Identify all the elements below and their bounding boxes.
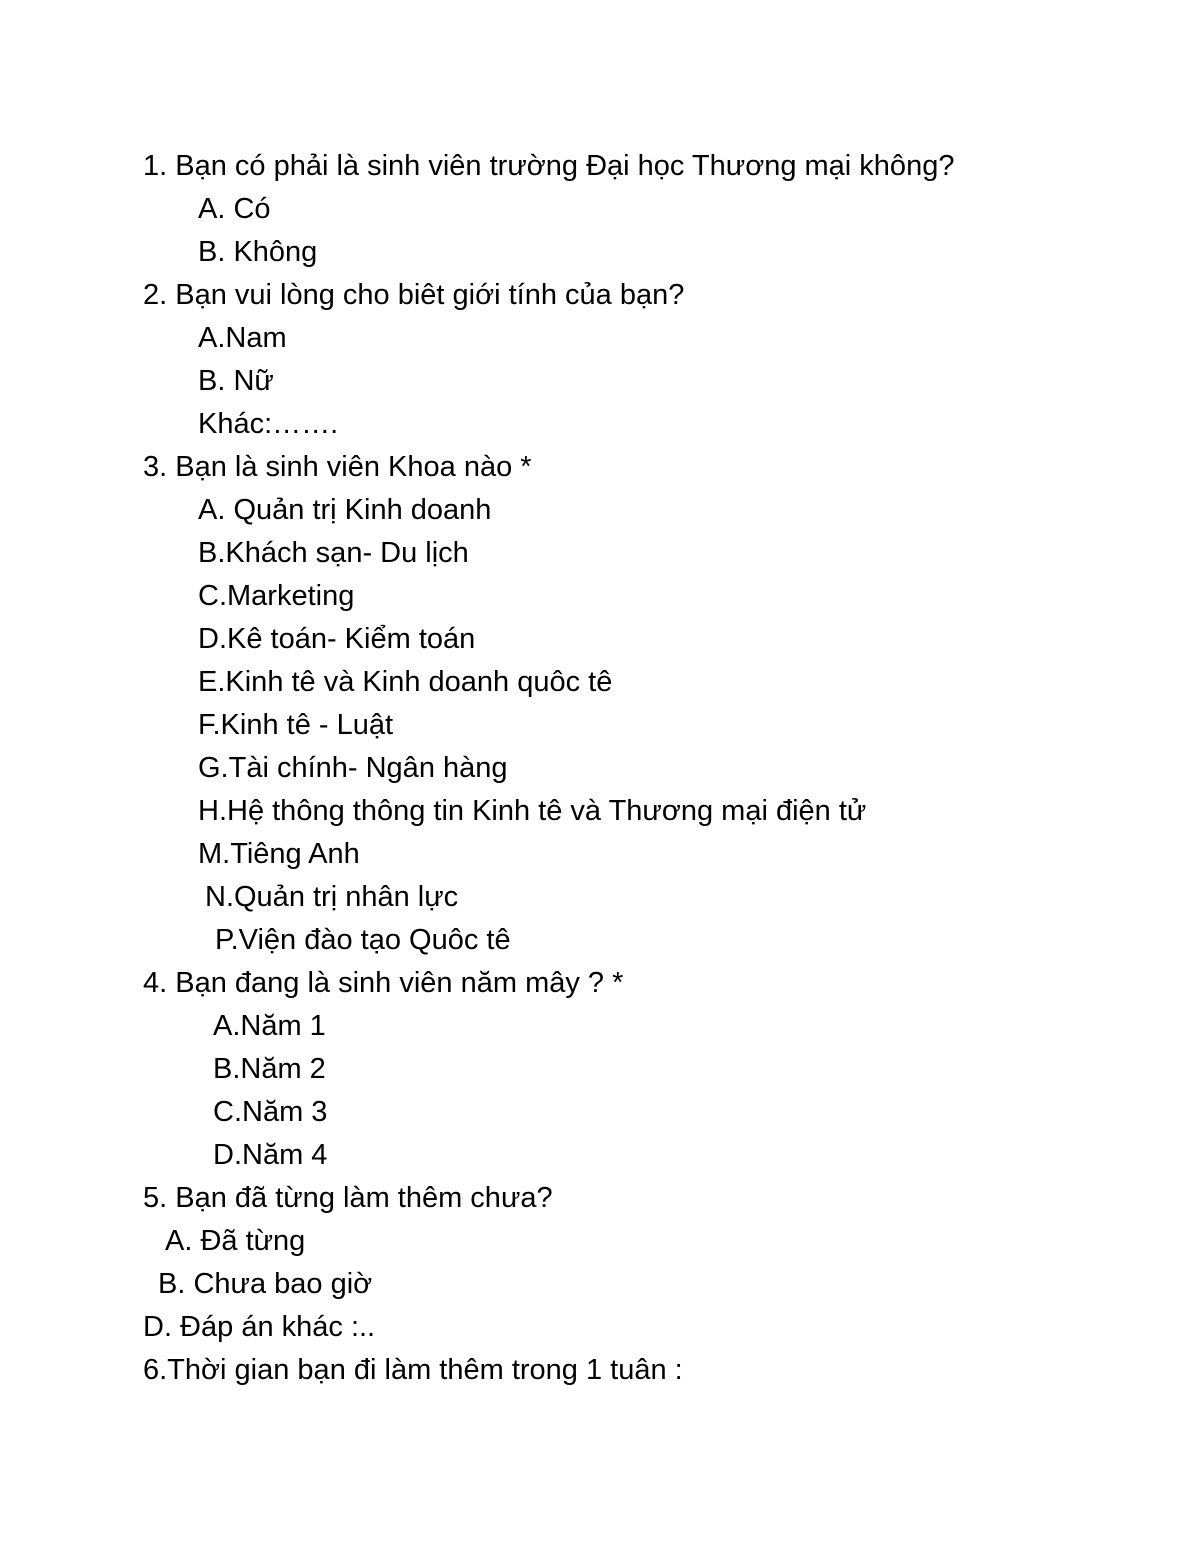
question-3-option-c: C.Marketing <box>198 580 355 612</box>
question-5-option-b: B. Chưa bao giờ <box>158 1268 373 1300</box>
question-3-option-p: P.Viện đào tạo Quôc tê <box>215 924 511 956</box>
question-2-option-other: Khác:……. <box>198 408 339 440</box>
question-4-option-d: D.Năm 4 <box>213 1139 328 1171</box>
question-3: 3. Bạn là sinh viên Khoa nào * <box>143 451 532 483</box>
question-3-option-e: E.Kinh tê và Kinh doanh quôc tê <box>198 666 613 698</box>
question-2: 2. Bạn vui lòng cho biêt giới tính của bạn? <box>143 279 685 311</box>
question-4-option-a: A.Năm 1 <box>213 1010 326 1042</box>
question-1: 1. Bạn có phải là sinh viên trường Đại học Thương mại không? <box>143 150 955 182</box>
question-5-option-a: A. Đã từng <box>165 1225 306 1257</box>
question-6: 6.Thời gian bạn đi làm thêm trong 1 tuân : <box>143 1354 683 1386</box>
question-2-option-a: A.Nam <box>198 322 287 354</box>
question-4: 4. Bạn đang là sinh viên năm mây ? * <box>143 967 624 999</box>
question-5-option-d: D. Đáp án khác :.. <box>143 1311 376 1343</box>
question-3-option-n: N.Quản trị nhân lực <box>205 881 459 913</box>
question-4-option-b: B.Năm 2 <box>213 1053 326 1085</box>
question-3-option-g: G.Tài chính- Ngân hàng <box>198 752 508 784</box>
question-5: 5. Bạn đã từng làm thêm chưa? <box>143 1182 553 1214</box>
question-3-option-m: M.Tiêng Anh <box>198 838 360 870</box>
question-1-option-b: B. Không <box>198 236 318 268</box>
question-4-option-c: C.Năm 3 <box>213 1096 328 1128</box>
question-1-option-a: A. Có <box>198 193 271 225</box>
question-3-option-f: F.Kinh tê - Luật <box>198 709 394 741</box>
question-3-option-d: D.Kê toán- Kiểm toán <box>198 623 476 655</box>
question-3-option-b: B.Khách sạn- Du lịch <box>198 537 469 569</box>
question-2-option-b: B. Nữ <box>198 365 274 397</box>
question-3-option-h: H.Hệ thông thông tin Kinh tê và Thương mại điện tử <box>198 795 867 827</box>
question-3-option-a: A. Quản trị Kinh doanh <box>198 494 492 526</box>
